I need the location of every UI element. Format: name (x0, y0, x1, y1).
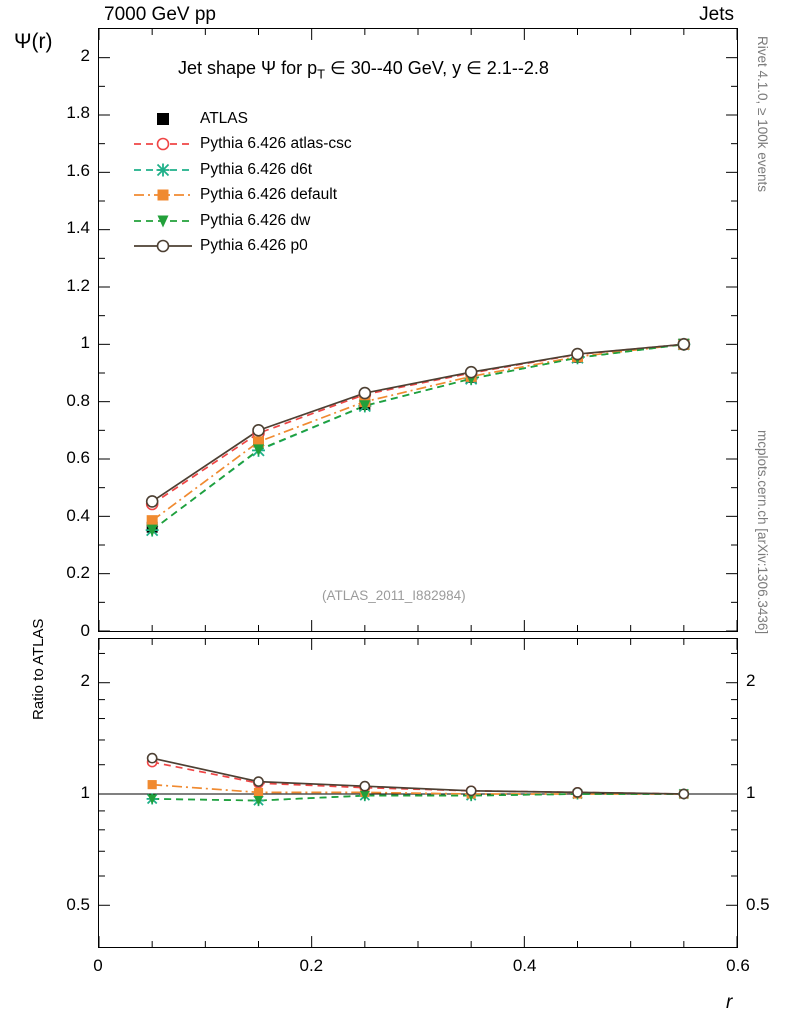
axis-tick-label: 0.5 (66, 895, 90, 914)
x-axis-label: r (726, 992, 733, 1013)
axis-tick-label: 2 (746, 671, 756, 690)
series-line (152, 344, 684, 504)
data-point-marker (158, 190, 169, 201)
data-point-marker (158, 241, 169, 252)
main-data-series (146, 338, 691, 537)
axis-tick-label: 0.4 (512, 956, 537, 975)
series-line (152, 344, 684, 530)
data-point-marker (360, 782, 369, 791)
data-point-marker (679, 789, 688, 798)
ratio-plot-panel (98, 638, 738, 948)
legend-item[interactable] (132, 208, 352, 234)
legend-label: Pythia 6.426 atlas-csc (200, 135, 352, 153)
axis-tick-label: 0 (80, 621, 90, 640)
legend-item[interactable] (132, 157, 352, 183)
legend-symbol (132, 210, 194, 232)
axis-tick-label: 0.5 (746, 895, 770, 914)
axis-tick-label: 0.2 (299, 956, 324, 975)
header-beam-label: 7000 GeV pp (104, 4, 216, 25)
data-point-marker (157, 113, 169, 125)
axis-tick-label: 1.2 (66, 275, 90, 295)
legend-item[interactable] (132, 106, 352, 132)
main-y-axis-label: Ψ(r) (14, 30, 53, 53)
legend-symbol (132, 133, 194, 155)
legend-label: Pythia 6.426 default (200, 186, 338, 204)
data-point-marker (253, 425, 264, 436)
title-text-post: ∈ 30--40 GeV, y ∈ 2.1--2.8 (325, 58, 549, 78)
legend-label: Pythia 6.426 d6t (200, 160, 313, 178)
ratio-data-series (147, 754, 690, 807)
legend (132, 106, 352, 259)
axis-tick-label: 0.8 (66, 390, 90, 410)
ratio-series-line (152, 758, 684, 794)
data-point-marker (147, 515, 158, 526)
mcplots-reference-label: mcplots.cern.ch [arXiv:1306.3436] (755, 430, 770, 635)
series-line (152, 344, 684, 501)
axis-tick-label: 1.4 (66, 218, 90, 238)
axis-tick-label: 1.6 (66, 160, 90, 180)
axis-tick-label: 0.4 (66, 505, 90, 525)
legend-symbol (132, 108, 194, 130)
axis-tick-label: 0.6 (66, 448, 90, 468)
axis-tick-label: 2 (80, 45, 90, 65)
main-plot-title (178, 58, 549, 82)
legend-label: Pythia 6.426 dw (200, 211, 311, 229)
axis-tick-label: 1 (80, 783, 90, 802)
title-subscript: T (317, 66, 326, 82)
legend-label: Pythia 6.426 p0 (200, 237, 308, 255)
legend-symbol (132, 159, 194, 181)
axis-tick-label: 1 (746, 783, 756, 802)
data-point-marker (254, 788, 263, 797)
data-point-marker (148, 780, 157, 789)
axis-tick-label: 0.6 (726, 956, 750, 975)
series-line (152, 344, 684, 520)
rivet-version-label: Rivet 4.1.0, ≥ 100k events (755, 36, 770, 192)
axis-tick-label: 0.2 (66, 563, 90, 583)
legend-item[interactable] (132, 183, 352, 209)
legend-label: ATLAS (200, 109, 248, 127)
legend-symbol (132, 235, 194, 257)
data-point-marker (572, 349, 583, 360)
axis-tick-label: 1 (80, 333, 90, 353)
analysis-watermark: (ATLAS_2011_I882984) (322, 588, 466, 603)
header-analysis-label: Jets (699, 4, 734, 25)
series-line (152, 344, 684, 530)
data-point-marker (573, 788, 582, 797)
data-point-marker (466, 367, 477, 378)
title-text-pre: Jet shape Ψ for p (178, 58, 318, 78)
axis-tick-label: 1.8 (66, 103, 90, 123)
ratio-plot-svg (99, 639, 737, 947)
ratio-series-line (152, 794, 684, 801)
data-point-marker (158, 139, 169, 150)
data-point-marker (467, 786, 476, 795)
legend-item[interactable] (132, 132, 352, 158)
data-point-marker (359, 388, 370, 399)
data-point-marker (157, 163, 170, 176)
data-point-marker (147, 496, 158, 507)
ratio-y-axis-label: Ratio to ATLAS (30, 618, 47, 720)
data-point-marker (148, 754, 157, 763)
legend-symbol (132, 184, 194, 206)
legend-item[interactable] (132, 234, 352, 260)
axis-tick-label: 0 (93, 956, 103, 975)
axis-tick-label: 2 (80, 671, 90, 690)
data-point-marker (678, 339, 689, 350)
data-point-marker (254, 777, 263, 786)
